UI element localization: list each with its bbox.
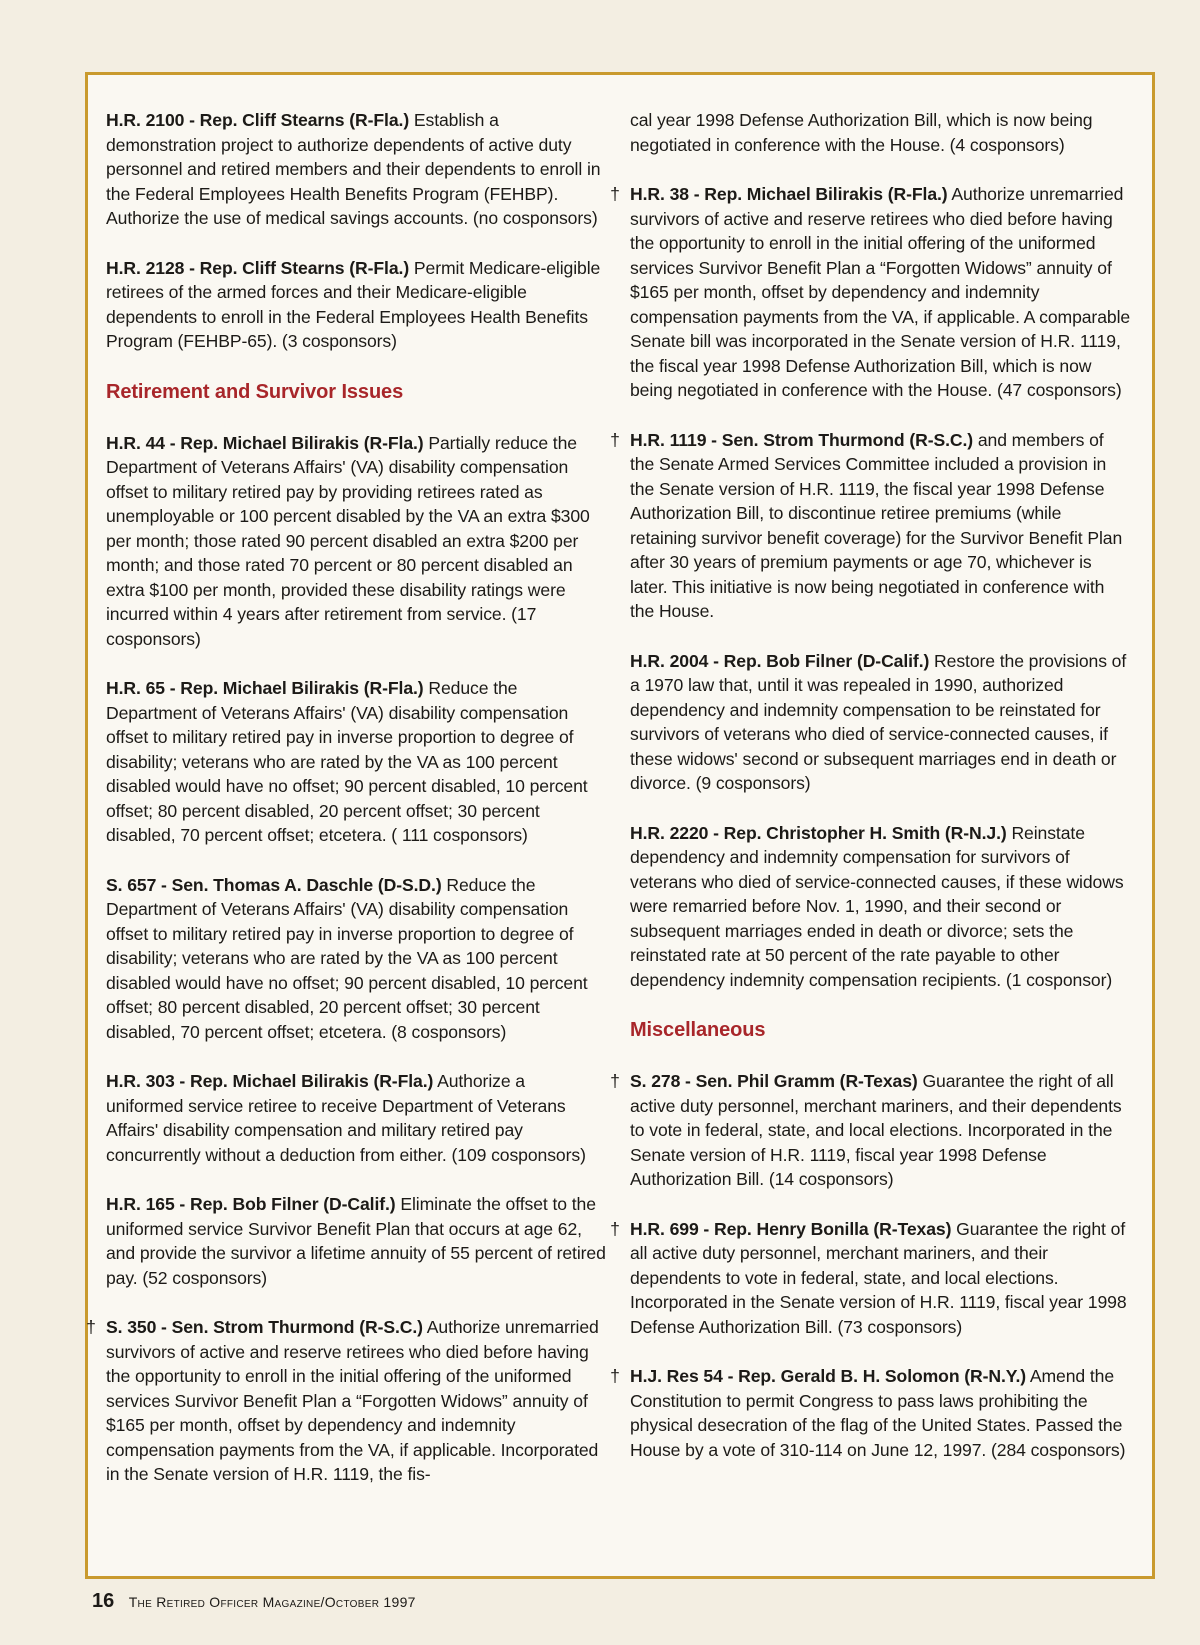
bill-description: and members of the Senate Armed Services Committee included a provision in the Senate version of H.R. 1119, the fiscal year 1998 Defense Authorization Bill, to discontinue retiree premiums (while retaining survivor benefit coverage) for the Survivor Benefit Plan after 30 years of premium payments or age 70, whichever is later. This initiative is now being negotiated in conference with the House.	[630, 429, 1123, 621]
bill-entry	[610, 1217, 1132, 1340]
bill-title: H.R. 2100 - Rep. Cliff Stearns (R-Fla.)	[106, 110, 410, 130]
section-heading: Retirement and Survivor Issues	[106, 380, 404, 403]
dagger-mark: †	[610, 184, 620, 204]
bill-entry	[610, 182, 1132, 403]
right-column	[610, 108, 1132, 1487]
bill-description: Reduce the Department of Veterans Affairs' (VA) disability compensation offset to military retired pay in inverse proportion to degree of disability; veterans who are rated by the VA as 100 percent disabled would have no offset; 90 percent disabled, 10 percent offset; 80 percent disabled, 20 percent offset; 30 percent disabled, 70 percent offset; etcetera. ( 111 cosponsors)	[106, 678, 588, 845]
bill-title: H.J. Res 54 - Rep. Gerald B. H. Solomon (R-N.Y.)	[630, 1366, 1027, 1386]
dagger-mark: †	[610, 429, 620, 450]
bill-entry	[106, 431, 606, 652]
publication-line: The Retired Officer Magazine/October 1997	[128, 1594, 416, 1610]
bill-description: Authorize unremarried survivors of active and reserve retirees who died before having the opportunity to enroll in the initial offering of the uniformed services Survivor Benefit Plan a “Forgotten Widows” annuity of $165 per month, offset by dependency and indemnity compensation payments from the VA, if applicable. Incorporated in the Senate version of H.R. 1119, the fis-	[106, 1317, 599, 1484]
bill-description: Authorize a uniformed service retiree to receive Department of Veterans Affairs' disability compensation and military retired pay concurrently without a deduction from either. (109 cosponsors)	[106, 1071, 586, 1165]
bill-title: H.R. 1119 - Sen. Strom Thurmond (R-S.C.)	[630, 429, 974, 450]
bill-description: Permit Medicare-eligible retirees of the armed forces and their Medicare-eligible dependents to enroll in the Federal Employees Health Benefits Program (FEHBP-65). (3 cosponsors)	[106, 257, 601, 351]
bill-description: Amend the Constitution to permit Congress to pass laws prohibiting the physical desecration of the flag of the United States. Passed the House by a vote of 310-114 on June 12, 1997. (284 cosponsors)	[630, 1366, 1126, 1460]
bill-entry	[106, 676, 606, 848]
bill-entry	[630, 108, 1132, 157]
bill-title: H.R. 2004 - Rep. Bob Filner (D-Calif.)	[630, 650, 930, 671]
bill-title: H.R. 44 - Rep. Michael Bilirakis (R-Fla.)	[106, 432, 424, 453]
bill-title: H.R. 699 - Rep. Henry Bonilla (R-Texas)	[630, 1218, 952, 1239]
bill-description: Guarantee the right of all active duty personnel, merchant mariners, and their dependents to vote in federal, state, and local elections. Incorporated in the Senate version of H.R. 1119, fiscal year 1998 Defense Authorization Bill. (73 cosponsors)	[630, 1218, 1127, 1337]
bill-description: Restore the provisions of a 1970 law that, until it was repealed in 1990, authorized dependency and indemnity compensation to be reinstated for survivors of veterans who died of service-connected causes, if these widows' second or subsequent marriages end in death or divorce. (9 cosponsors)	[630, 650, 1127, 793]
bill-entry	[86, 1315, 606, 1487]
bill-title: S. 278 - Sen. Phil Gramm (R-Texas)	[630, 1071, 918, 1091]
bill-title: H.R. 65 - Rep. Michael Bilirakis (R-Fla.)	[106, 678, 424, 698]
dagger-mark: †	[610, 1218, 620, 1239]
page-number: 16	[92, 1590, 115, 1612]
bill-title: S. 657 - Sen. Thomas A. Daschle (D-S.D.)	[106, 874, 442, 895]
dagger-mark: †	[610, 1071, 620, 1091]
bill-description: Partially reduce the Department of Veterans Affairs' (VA) disability compensation offset to military retired pay by providing retirees rated as unemployable or 100 percent disabled by the VA an extra $300 per month; those rated 90 percent disabled an extra $200 per month; and those rated 70 percent or 80 percent disabled an extra $100 per month, provided these disability ratings were incurred within 4 years after retirement from service. (17 cosponsors)	[106, 432, 590, 649]
bill-title: S. 350 - Sen. Strom Thurmond (R-S.C.)	[106, 1317, 423, 1337]
bill-entry	[630, 821, 1132, 993]
bill-description: Establish a demonstration project to authorize dependents of active duty personnel and retired members and their dependents to enroll in the Federal Employees Health Benefits Program (FEHBP). Authorize the use of medical savings accounts. (no cosponsors)	[106, 110, 601, 228]
left-column	[86, 108, 606, 1512]
bill-entry	[610, 428, 1132, 624]
bill-title: H.R. 303 - Rep. Michael Bilirakis (R-Fla.)	[106, 1071, 434, 1091]
dagger-mark: †	[86, 1317, 96, 1337]
bill-entry	[630, 649, 1132, 796]
bill-title: H.R. 2128 - Rep. Cliff Stearns (R-Fla.)	[106, 257, 410, 278]
bill-entry	[106, 256, 606, 354]
bill-description: Authorize unremarried survivors of active and reserve retirees who died before having the opportunity to enroll in the initial offering of the uniformed services Survivor Benefit Plan a “Forgotten Widows” annuity of $165 per month, offset by dependency and indemnity compensation payments from the VA, if applicable. A comparable Senate bill was incorporated in the Senate version of H.R. 1119, the fiscal year 1998 Defense Authorization Bill, which is now being negotiated in conference with the House. (47 cosponsors)	[630, 184, 1131, 400]
bill-description: Reinstate dependency and indemnity compensation for survivors of veterans who died of service-connected causes, if these widows were remarried before Nov. 1, 1990, and their second or subsequent marriages ended in death or divorce; sets the reinstated rate at 50 percent of the rate payable to other dependency indemnity compensation recipients. (1 cosponsor)	[630, 822, 1124, 990]
bill-entry	[610, 1364, 1132, 1462]
dagger-mark: †	[610, 1366, 620, 1386]
bill-entry	[106, 1069, 606, 1167]
bill-title: H.R. 165 - Rep. Bob Filner (D-Calif.)	[106, 1194, 396, 1214]
bill-entry	[106, 1192, 606, 1290]
page-footer	[92, 1590, 416, 1613]
bill-description: Eliminate the offset to the uniformed service Survivor Benefit Plan that occurs at age 62, and provide the survivor a lifetime annuity of 55 percent of retired pay. (52 cosponsors)	[106, 1194, 606, 1288]
bill-description: Reduce the Department of Veterans Affairs' (VA) disability compensation offset to military retired pay in inverse proportion to degree of disability; veterans who are rated by the VA as 100 percent disabled would have no offset; 90 percent disabled, 10 percent offset; 80 percent disabled, 20 percent offset; 30 percent disabled, 70 percent offset; etcetera. (8 cosponsors)	[106, 874, 588, 1042]
bill-entry	[610, 1069, 1132, 1192]
bill-description: cal year 1998 Defense Authorization Bill, which is now being negotiated in conference with the House. (4 cosponsors)	[630, 110, 1093, 155]
bill-description: Guarantee the right of all active duty personnel, merchant mariners, and their dependents to vote in federal, state, and local elections. Incorporated in the Senate version of H.R. 1119, fiscal year 1998 Defense Authorization Bill. (14 cosponsors)	[630, 1071, 1122, 1189]
section-heading: Miscellaneous	[630, 1019, 766, 1041]
bill-title: H.R. 38 - Rep. Michael Bilirakis (R-Fla.)	[630, 184, 948, 204]
bill-entry	[106, 108, 606, 231]
bill-entry	[106, 873, 606, 1045]
bill-title: H.R. 2220 - Rep. Christopher H. Smith (R-N.J.)	[630, 822, 1007, 843]
